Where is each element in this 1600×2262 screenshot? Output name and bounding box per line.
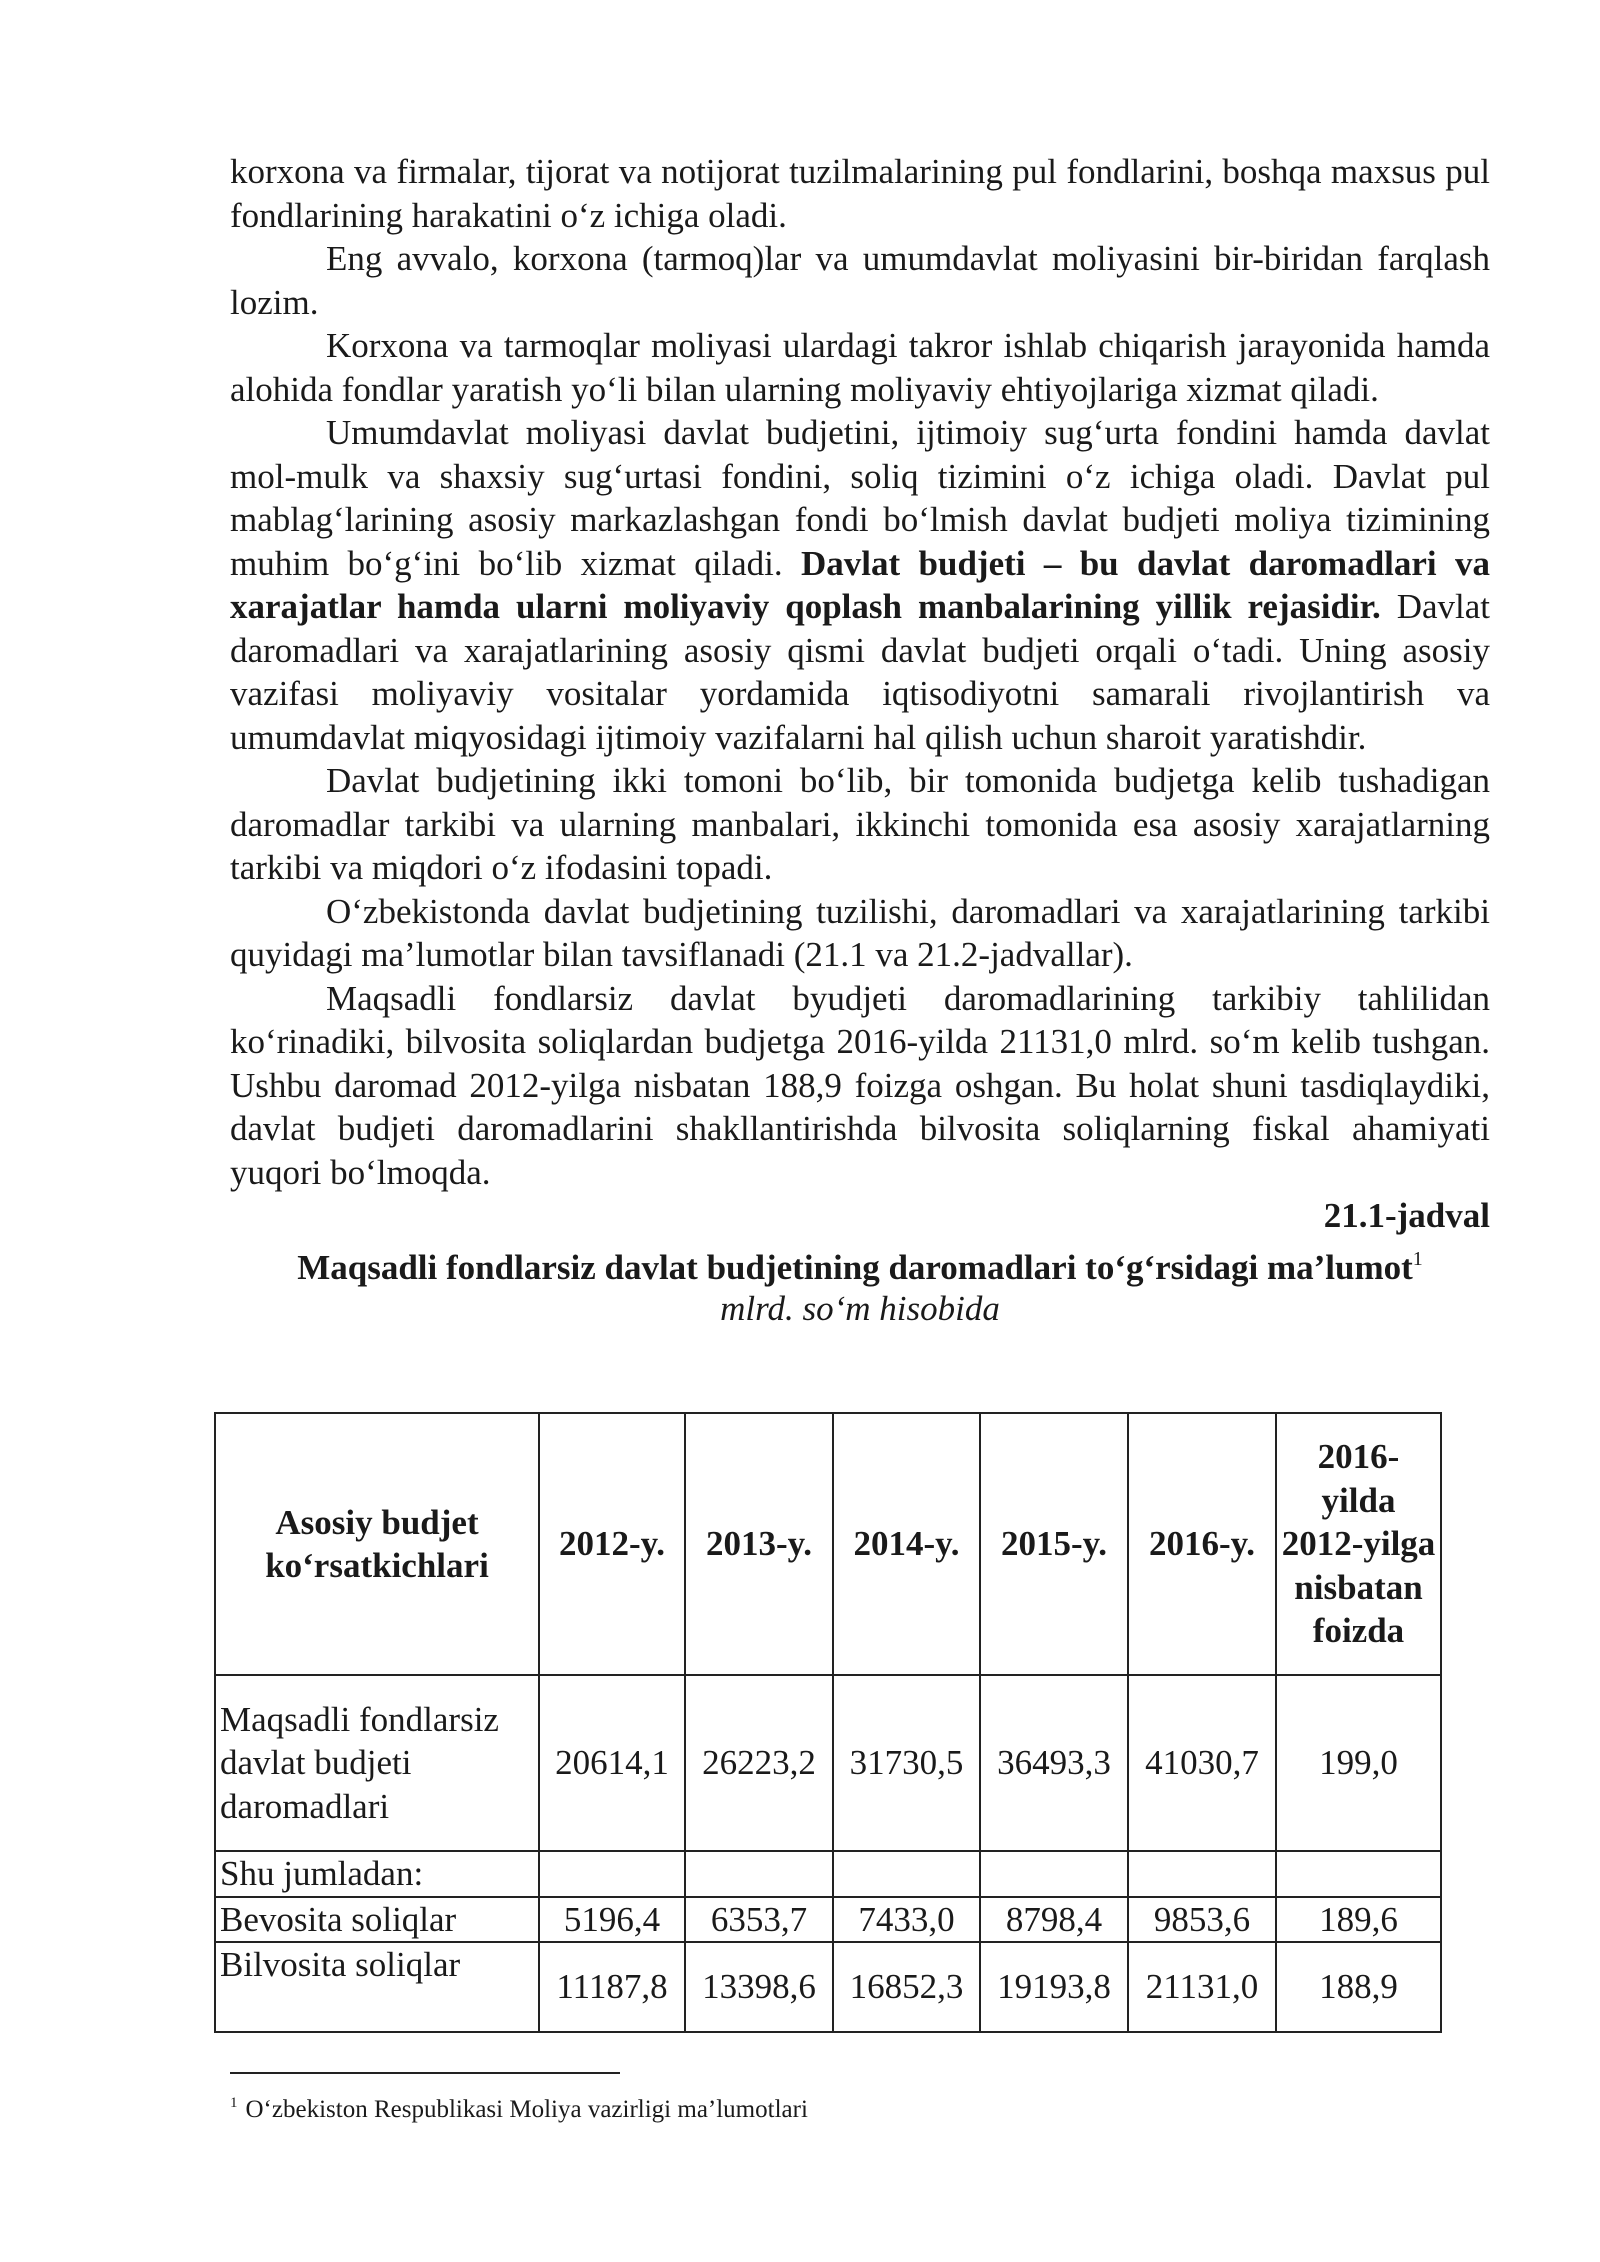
paragraph-7: Maqsadli fondlarsiz davlat byudjeti daromadlarining tarkibiy tahlilidan ko‘rinadiki, bilvosita soliqlardan budjetga 2016-yilda 21131,0 mlrd. so‘m kelib tushgan. Ushbu daromad 2012-yilga nisbatan 188,9 foizga oshgan. Bu holat shuni tasdiqlaydiki, davlat budjeti daromadlarini shakllantirishda bilvosita soliqlarning fiskal ahamiyati yuqori bo‘lmoqda. xyxy=(230,978,1490,1192)
cell-value: 36493,3 xyxy=(980,1675,1128,1851)
cell-value: 20614,1 xyxy=(539,1675,685,1851)
cell-percent: 189,6 xyxy=(1276,1897,1441,1943)
cell-value: 19193,8 xyxy=(980,1942,1128,2032)
table-row xyxy=(215,1675,1441,1851)
footnote-divider xyxy=(230,2072,620,2074)
cell-value: 6353,7 xyxy=(685,1897,833,1943)
header-2014: 2014-y. xyxy=(833,1413,980,1675)
budget-revenue-table xyxy=(214,1412,1442,2033)
row-label: Maqsadli fondlarsiz davlat budjeti daromadlari xyxy=(215,1675,539,1851)
cell-value: 11187,8 xyxy=(539,1942,685,2032)
footnote-mark: 1 xyxy=(230,2095,238,2111)
cell-value: 41030,7 xyxy=(1128,1675,1276,1851)
cell-value xyxy=(539,1851,685,1897)
table-title xyxy=(230,1238,1490,1290)
cell-value: 21131,0 xyxy=(1128,1942,1276,2032)
cell-value: 5196,4 xyxy=(539,1897,685,1943)
row-label: Shu jumladan: xyxy=(215,1851,539,1897)
header-percent-change: 2016-yilda 2012-yilga nisbatan foizda xyxy=(1276,1413,1441,1675)
table-row xyxy=(215,1942,1441,2032)
row-label: Bilvosita soliqlar xyxy=(215,1942,539,2032)
cell-value: 31730,5 xyxy=(833,1675,980,1851)
cell-value: 9853,6 xyxy=(1128,1897,1276,1943)
header-indicators: Asosiy budjet ko‘rsatkichlari xyxy=(215,1413,539,1675)
cell-value xyxy=(1128,1851,1276,1897)
footnote xyxy=(230,2088,808,2125)
cell-value: 26223,2 xyxy=(685,1675,833,1851)
cell-percent: 188,9 xyxy=(1276,1942,1441,2032)
cell-value: 13398,6 xyxy=(685,1942,833,2032)
paragraph-4 xyxy=(230,411,1490,759)
table-unit: mlrd. so‘m hisobida xyxy=(720,1289,1000,1328)
table-header-row xyxy=(215,1413,1441,1675)
budget-definition: Davlat budjeti – bu davlat daromadlari va xarajatlar hamda ularni moliyaviy qoplash manbalarining yillik rejasidir. xyxy=(230,543,1491,626)
paragraph-6: O‘zbekistonda davlat budjetining tuzilishi, daromadlari va xarajatlarining tarkibi quyidagi ma’lumotlar bilan tavsiflanadi (21.1 va 21.2-jadvallar). xyxy=(230,891,1490,974)
header-2013: 2013-y. xyxy=(685,1413,833,1675)
table-number: 21.1-jadval xyxy=(1323,1196,1490,1235)
header-2016: 2016-y. xyxy=(1128,1413,1276,1675)
cell-value xyxy=(980,1851,1128,1897)
cell-value xyxy=(833,1851,980,1897)
paragraph-4-end: Davlat daromadlari va xarajatlarining asosiy qismi davlat budjeti orqali o‘tadi. Uning asosiy vazifasi moliyaviy vositalar yordamida iqtisodiyotni samarali rivojlantirish va umumdavlat miqyosidagi ijtimoiy vazifalarni hal qilish uchun sharoit yaratishdir. xyxy=(230,587,1490,757)
cell-percent: 199,0 xyxy=(1276,1675,1441,1851)
paragraph-4-start: Umumdavlat moliyasi davlat budjetini, ijtimoiy sug‘urta fondini hamda davlat mol-mulk va shaxsiy sug‘urtasi fondini, soliq tizimini o‘z ichiga oladi. Davlat pul mablag‘larining asosiy markazlashgan fondi bo‘lmish davlat budjeti moliya tizimining muhim bo‘g‘ini bo‘lib xizmat qiladi. xyxy=(230,413,1490,583)
cell-value: 16852,3 xyxy=(833,1942,980,2032)
footnote-text: O‘zbekiston Respublikasi Moliya vazirligi ma’lumotlari xyxy=(245,2096,808,2123)
cell-value: 8798,4 xyxy=(980,1897,1128,1943)
cell-percent xyxy=(1276,1851,1441,1897)
table-row xyxy=(215,1897,1441,1943)
paragraph-1: korxona va firmalar, tijorat va notijorat tuzilmalarining pul fondlarini, boshqa maxsus pul fondlarining harakatini o‘z ichiga oladi. xyxy=(230,152,1490,235)
table-row xyxy=(215,1851,1441,1897)
paragraph-3: Korxona va tarmoqlar moliyasi ulardagi takror ishlab chiqarish jarayonida hamda alohida fondlar yaratish yo‘li bilan ularning moliyaviy ehtiyojlariga xizmat qiladi. xyxy=(230,326,1490,409)
paragraph-5: Davlat budjetining ikki tomoni bo‘lib, bir tomonida budjetga kelib tushadigan daromadlar tarkibi va ularning manbalari, ikkinchi tomonida esa asosiy xarajatlarning tarkibi va miqdori o‘z ifodasini topadi. xyxy=(230,761,1490,887)
header-2015: 2015-y. xyxy=(980,1413,1128,1675)
paragraph-2: Eng avvalo, korxona (tarmoq)lar va umumdavlat moliyasini bir-biridan farqlash lozim. xyxy=(230,239,1490,322)
row-label: Bevosita soliqlar xyxy=(215,1897,539,1943)
document-body xyxy=(230,150,1490,1329)
header-2012: 2012-y. xyxy=(539,1413,685,1675)
footnote-reference: 1 xyxy=(1412,1247,1423,1270)
cell-value: 7433,0 xyxy=(833,1897,980,1943)
cell-value xyxy=(685,1851,833,1897)
table-title-text: Maqsadli fondlarsiz davlat budjetining daromadlari to‘g‘rsidagi ma’lumot xyxy=(297,1247,1413,1287)
